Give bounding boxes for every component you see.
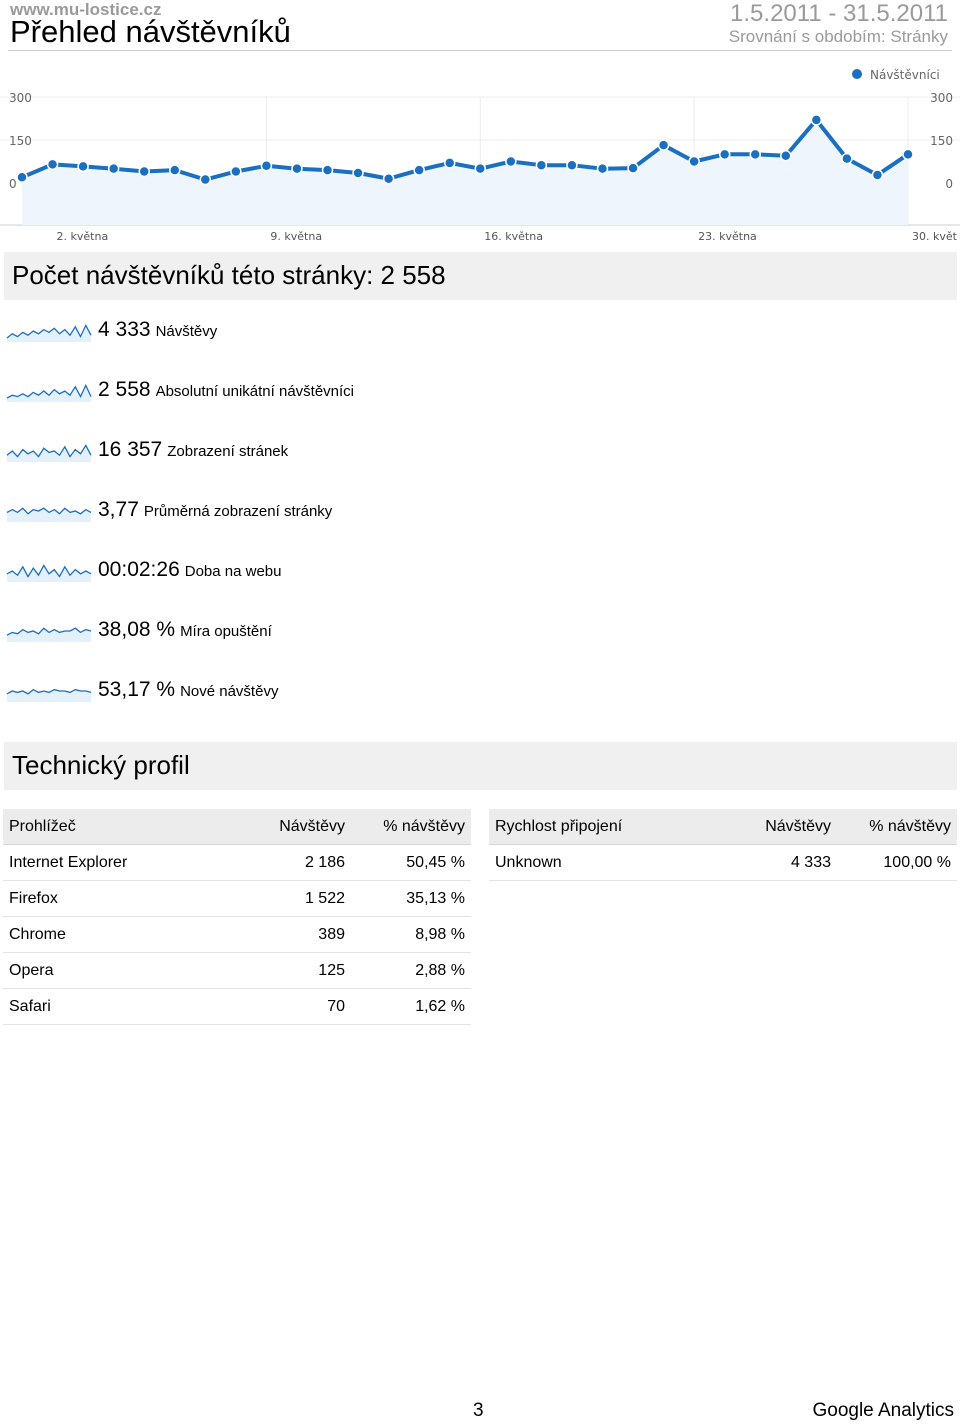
- metric-label: Absolutní unikátní návštěvníci: [155, 383, 355, 400]
- metric-value: 16 357: [98, 438, 163, 461]
- data-point: [567, 160, 577, 170]
- data-point: [781, 151, 791, 161]
- metric-row: [6, 436, 606, 472]
- metric-value: 53,17 %: [98, 678, 176, 701]
- metric-text: [98, 618, 272, 642]
- metric-row: [6, 616, 606, 652]
- metric-value: 38,08 %: [98, 618, 176, 641]
- metric-value: 4 333: [98, 318, 151, 341]
- metric-label: Návštěvy: [155, 323, 218, 340]
- y-tick-label-right: 150: [930, 134, 953, 148]
- row-label: Chrome: [3, 917, 235, 953]
- row-visits: 125: [235, 953, 351, 989]
- metric-text: [98, 558, 282, 582]
- tech-profile-header: [4, 742, 957, 790]
- legend-marker: [852, 69, 862, 79]
- metric-row: [6, 556, 606, 592]
- metric-row: [6, 496, 606, 532]
- metric-row: [6, 376, 606, 412]
- table-row: [3, 917, 471, 953]
- x-tick-label: 9. května: [270, 230, 323, 243]
- site-url: www.mu-lostice.cz: [10, 0, 162, 19]
- metric-label: Míra opuštění: [180, 623, 272, 640]
- sparkline-icon: [6, 496, 92, 526]
- data-point: [842, 154, 852, 164]
- connection-table: [489, 809, 957, 881]
- row-label: Unknown: [489, 845, 721, 881]
- sparkline-icon: [6, 676, 92, 706]
- row-visits-pct: 1,62 %: [351, 989, 471, 1025]
- col-visits-pct: % návštěvy: [351, 809, 471, 845]
- metric-label: Doba na webu: [184, 563, 282, 580]
- metric-value: 3,77: [98, 498, 139, 521]
- comparison-label: Srovnání s obdobím: Stránky: [728, 27, 948, 46]
- row-visits-pct: 2,88 %: [351, 953, 471, 989]
- page-title: Přehled návštěvníků: [10, 14, 291, 49]
- header-divider: [8, 50, 952, 51]
- x-tick-label: 23. května: [698, 230, 757, 243]
- data-point: [506, 157, 516, 167]
- table-header-row: [489, 809, 957, 845]
- sparkline-icon: [6, 616, 92, 646]
- y-tick-label-left: 0: [9, 177, 17, 191]
- tech-profile-title: Technický profil: [12, 750, 190, 780]
- summary-section-header: [4, 252, 957, 300]
- y-tick-label-left: 150: [9, 134, 32, 148]
- data-point: [78, 161, 88, 171]
- col-browser: Prohlížeč: [3, 809, 235, 845]
- metric-text: [98, 318, 217, 342]
- data-point: [811, 115, 821, 125]
- data-point: [597, 164, 607, 174]
- metric-text: [98, 378, 354, 402]
- metric-text: [98, 678, 278, 702]
- data-point: [109, 164, 119, 174]
- data-point: [445, 158, 455, 168]
- y-tick-label-left: 300: [9, 91, 32, 105]
- row-label: Opera: [3, 953, 235, 989]
- data-point: [353, 168, 363, 178]
- metric-row: [6, 676, 606, 712]
- row-visits: 70: [235, 989, 351, 1025]
- sparkline-icon: [6, 556, 92, 586]
- table-row: [3, 845, 471, 881]
- page-number: 3: [473, 1400, 484, 1421]
- row-visits: 2 186: [235, 845, 351, 881]
- brand-footer: Google Analytics: [812, 1400, 954, 1421]
- metric-value: 00:02:26: [98, 558, 180, 581]
- metric-label: Nové návštěvy: [180, 683, 279, 700]
- table-row: [489, 845, 957, 881]
- date-range: 1.5.2011 - 31.5.2011: [730, 0, 948, 27]
- table-row: [3, 881, 471, 917]
- col-visits: Návštěvy: [721, 809, 837, 845]
- data-point: [139, 167, 149, 177]
- data-point: [261, 161, 271, 171]
- y-tick-label-right: 0: [945, 177, 953, 191]
- col-connection: Rychlost připojení: [489, 809, 721, 845]
- metric-text: [98, 498, 332, 522]
- row-visits-pct: 8,98 %: [351, 917, 471, 953]
- metric-label: Zobrazení stránek: [167, 443, 289, 460]
- data-point: [384, 174, 394, 184]
- data-point: [170, 165, 180, 175]
- data-point: [48, 159, 58, 169]
- browser-table: [3, 809, 471, 1025]
- x-tick-label: 30. květ: [912, 230, 957, 243]
- row-visits-pct: 50,45 %: [351, 845, 471, 881]
- metric-text: [98, 438, 288, 462]
- col-visits: Návštěvy: [235, 809, 351, 845]
- data-point: [292, 164, 302, 174]
- x-tick-label: 16. května: [484, 230, 543, 243]
- data-point: [750, 149, 760, 159]
- data-point: [628, 163, 638, 173]
- data-point: [720, 149, 730, 159]
- table-row: [3, 953, 471, 989]
- row-visits: 1 522: [235, 881, 351, 917]
- sparkline-icon: [6, 436, 92, 466]
- legend-label: Návštěvníci: [870, 68, 940, 82]
- row-visits: 389: [235, 917, 351, 953]
- data-point: [659, 140, 669, 150]
- col-visits-pct: % návštěvy: [837, 809, 957, 845]
- row-label: Safari: [3, 989, 235, 1025]
- data-point: [323, 165, 333, 175]
- y-tick-label-right: 300: [930, 91, 953, 105]
- summary-title: Počet návštěvníků této stránky: 2 558: [12, 260, 446, 290]
- table-header-row: [3, 809, 471, 845]
- data-point: [536, 160, 546, 170]
- table-row: [3, 989, 471, 1025]
- metric-label: Průměrná zobrazení stránky: [143, 503, 333, 520]
- metric-value: 2 558: [98, 378, 151, 401]
- data-point: [200, 175, 210, 185]
- row-visits-pct: 35,13 %: [351, 881, 471, 917]
- row-label: Firefox: [3, 881, 235, 917]
- row-label: Internet Explorer: [3, 845, 235, 881]
- data-point: [17, 172, 27, 182]
- data-point: [475, 164, 485, 174]
- data-point: [231, 167, 241, 177]
- row-visits-pct: 100,00 %: [837, 845, 957, 881]
- metric-row: [6, 316, 606, 352]
- data-point: [414, 165, 424, 175]
- row-visits: 4 333: [721, 845, 837, 881]
- data-point: [689, 157, 699, 167]
- visitors-line-chart: [0, 60, 960, 250]
- sparkline-icon: [6, 316, 92, 346]
- data-point: [872, 170, 882, 180]
- data-point: [903, 149, 913, 159]
- sparkline-icon: [6, 376, 92, 406]
- x-tick-label: 2. května: [56, 230, 109, 243]
